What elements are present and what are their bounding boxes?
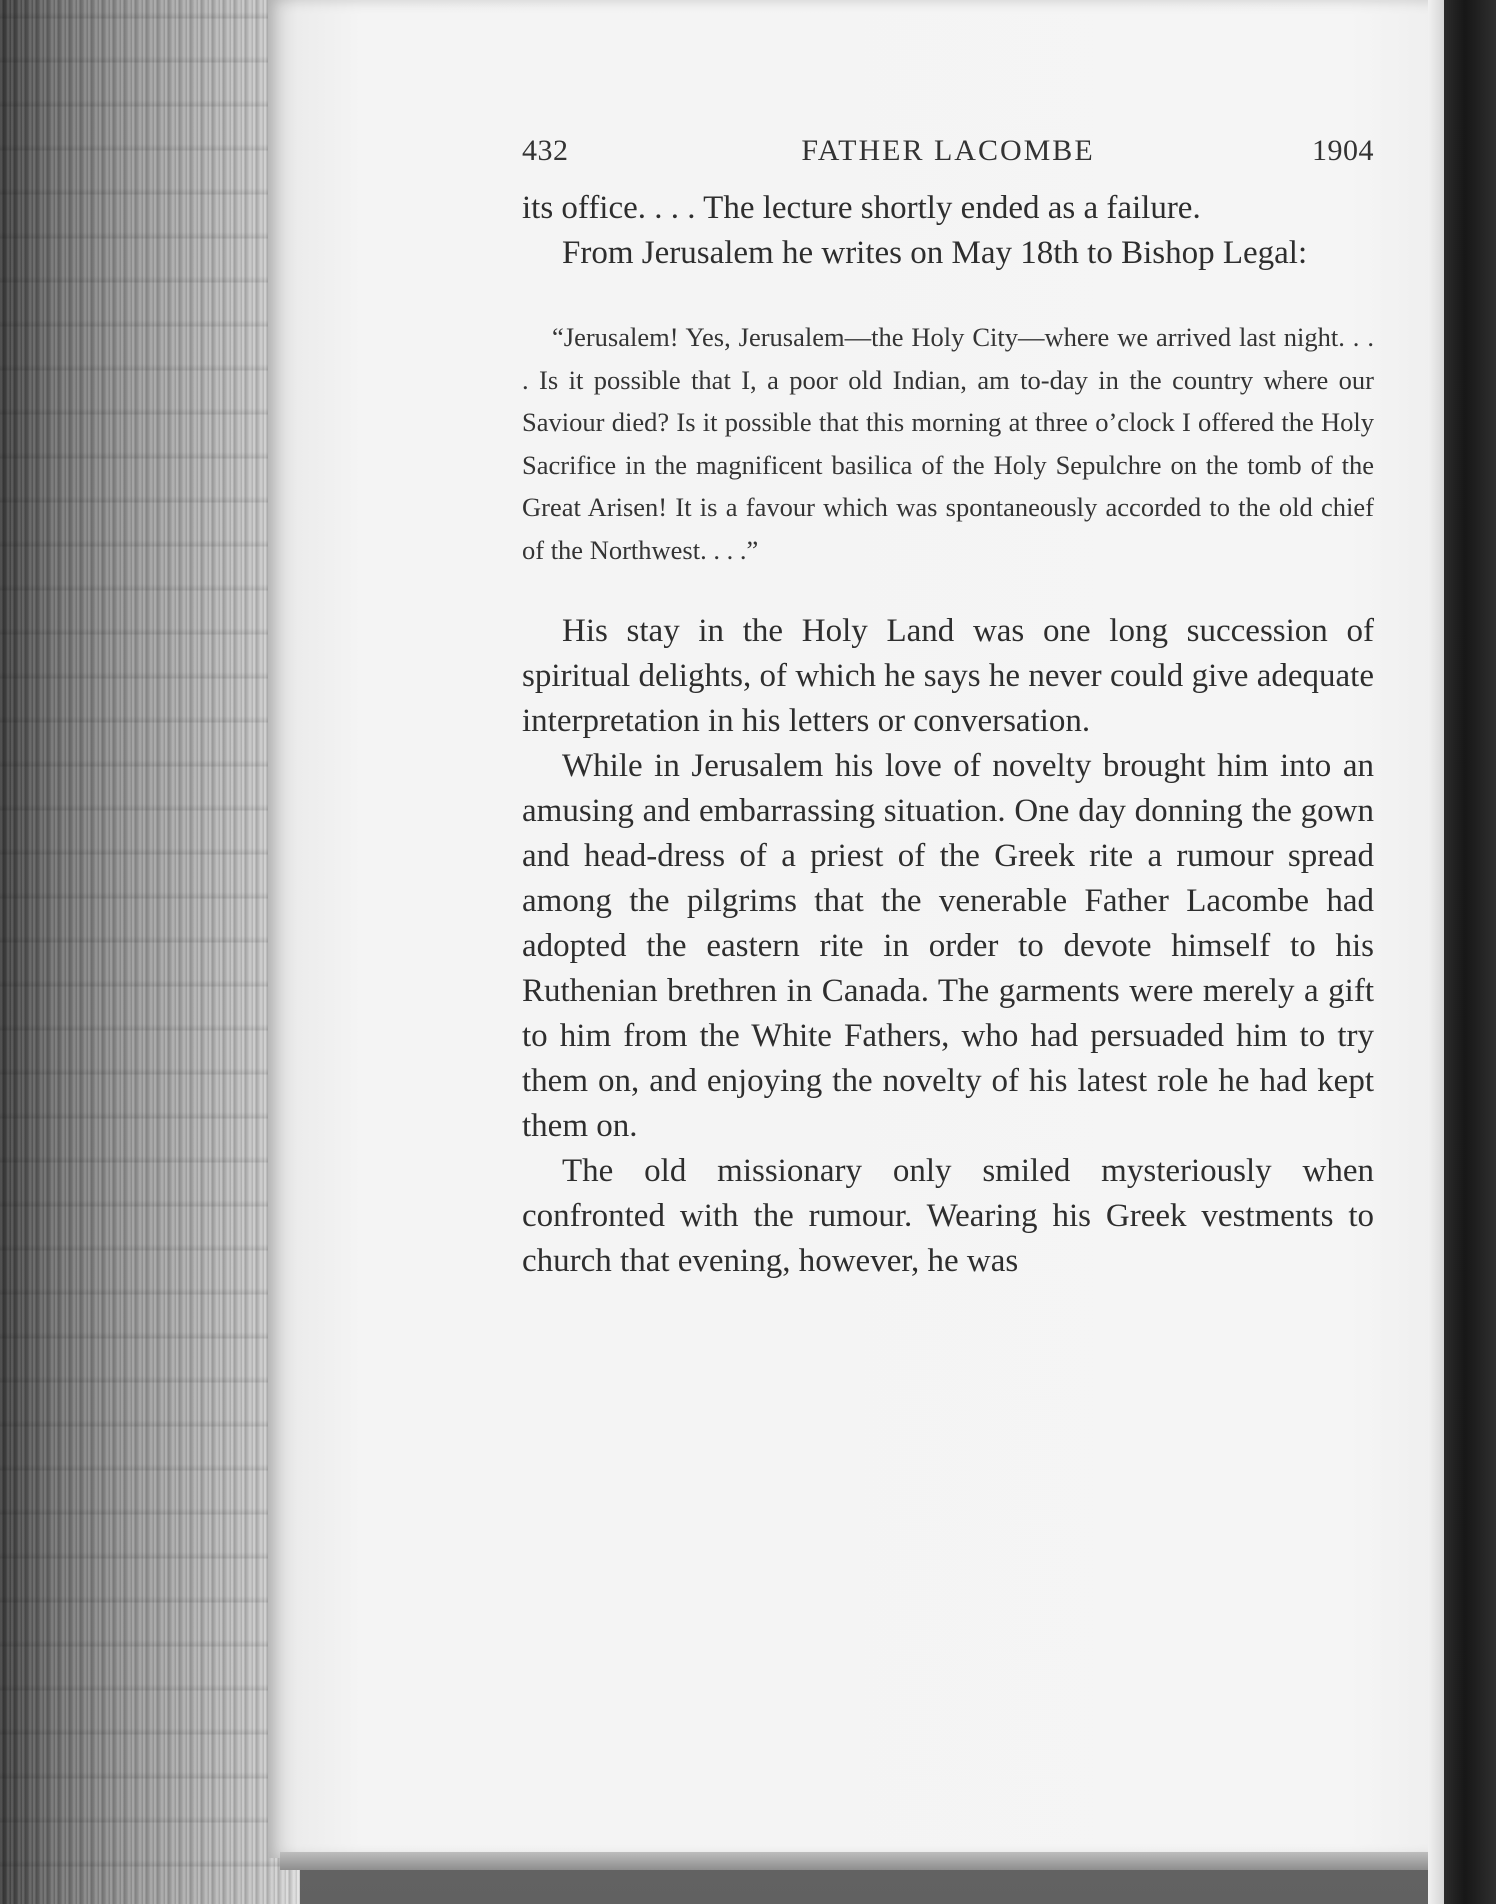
running-head — [522, 130, 1374, 178]
page-number: 432 — [522, 134, 569, 167]
paragraph-holy-land-stay: His stay in the Holy Land was one long succession of spiritual delights, of which he says he never could give adequate interpretation in his letters or conversation. — [522, 613, 1374, 739]
running-title: FATHER LACOMBE — [801, 134, 1095, 167]
book-page-edges — [0, 0, 300, 1904]
block-quotation: “Jerusalem! Yes, Jerusalem—the Holy City—where we arrived last night. . . . Is it possible that I, a poor old Indian, am to-day in the country where our Saviour died? Is it possible that this morning at three o’clock I offered the Holy Sacrifice in the magnificent basilica of the Holy Sepulchre on the tomb of the Great Arisen! It is a favour which was spontaneously accorded to the old chief of the Northwest. . . .” — [522, 322, 1374, 565]
paragraph-rumour: The old missionary only smiled mysteriously when confronted with the rumour. Wearing his Greek vestments to church that evening, however, he was — [522, 1153, 1374, 1279]
gutter-shadow — [1444, 0, 1496, 1904]
page-bottom-edge — [280, 1852, 1445, 1870]
paragraph-lecture-ending: its office. . . . The lecture shortly ended as a failure. — [522, 190, 1201, 226]
page-text-block — [522, 130, 1374, 1284]
paragraph-letter-intro: From Jerusalem he writes on May 18th to Bishop Legal: — [562, 235, 1308, 271]
paragraph-greek-rite: While in Jerusalem his love of novelty brought him into an amusing and embarrassing situation. One day donning the gown and head-dress of a priest of the Greek rite a rumour spread among the pilgrims that the venerable Father Lacombe had adopted the eastern rite in order to devote himself to his Ruthenian brethren in Canada. The garments were merely a gift to him from the White Fathers, who had persuaded him to try them on, and enjoying the novelty of his latest role he had kept them on. — [522, 748, 1374, 1144]
running-year: 1904 — [1312, 134, 1374, 167]
